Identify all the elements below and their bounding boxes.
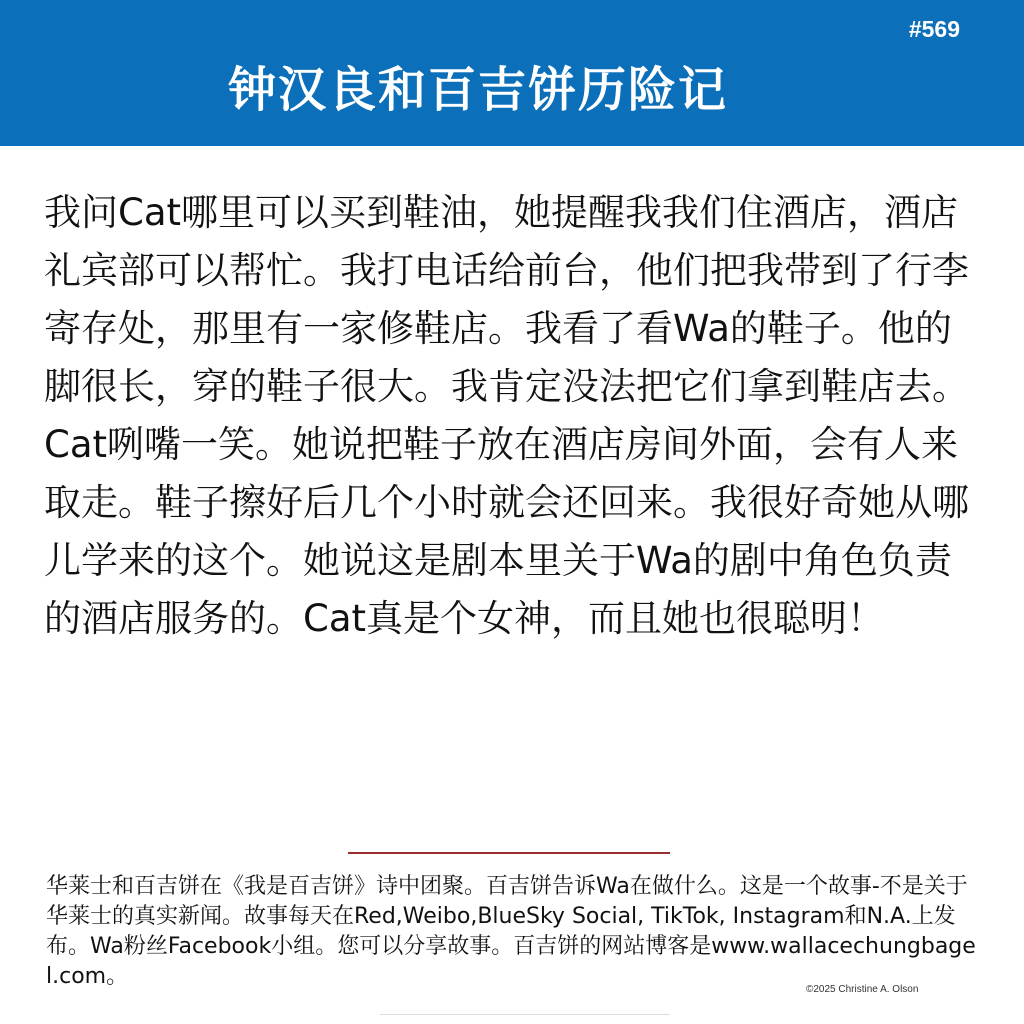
episode-number: #569 — [908, 16, 960, 42]
bottom-divider — [380, 1014, 670, 1015]
divider — [348, 852, 670, 854]
copyright-notice: ©2025 Christine A. Olson — [806, 984, 919, 995]
page-title: 钟汉良和百吉饼历险记 — [227, 62, 728, 118]
footer-note: 华莱士和百吉饼在《我是百吉饼》诗中团聚。百吉饼告诉Wa在做什么。这是一个故事-不是关于华莱士的真实新闻。故事每天在Red,Weibo,BlueSky Social, TikTok, Instagram和N.A.上发布。Wa粉丝Facebook小组。您可以分享故事。百吉饼的网站博客是www.wallacechungbagel.com。 — [46, 874, 976, 989]
story-text: 我问Cat哪里可以买到鞋油，她提醒我我们住酒店，酒店礼宾部可以帮忙。我打电话给前台，他们把我带到了行李寄存处，那里有一家修鞋店。我看了看Wa的鞋子。他的脚很长，穿的鞋子很大。我肯定没法把它们拿到鞋店去。Cat咧嘴一笑。她说把鞋子放在酒店房间外面，会有人来取走。鞋子擦好后几个小时就会还回来。我很好奇她从哪儿学来的这个。她说这是剧本里关于Wa的剧中角色负责的酒店服务的。Cat真是个女神，而且她也很聪明！ — [44, 191, 969, 640]
title-banner — [0, 0, 1024, 146]
